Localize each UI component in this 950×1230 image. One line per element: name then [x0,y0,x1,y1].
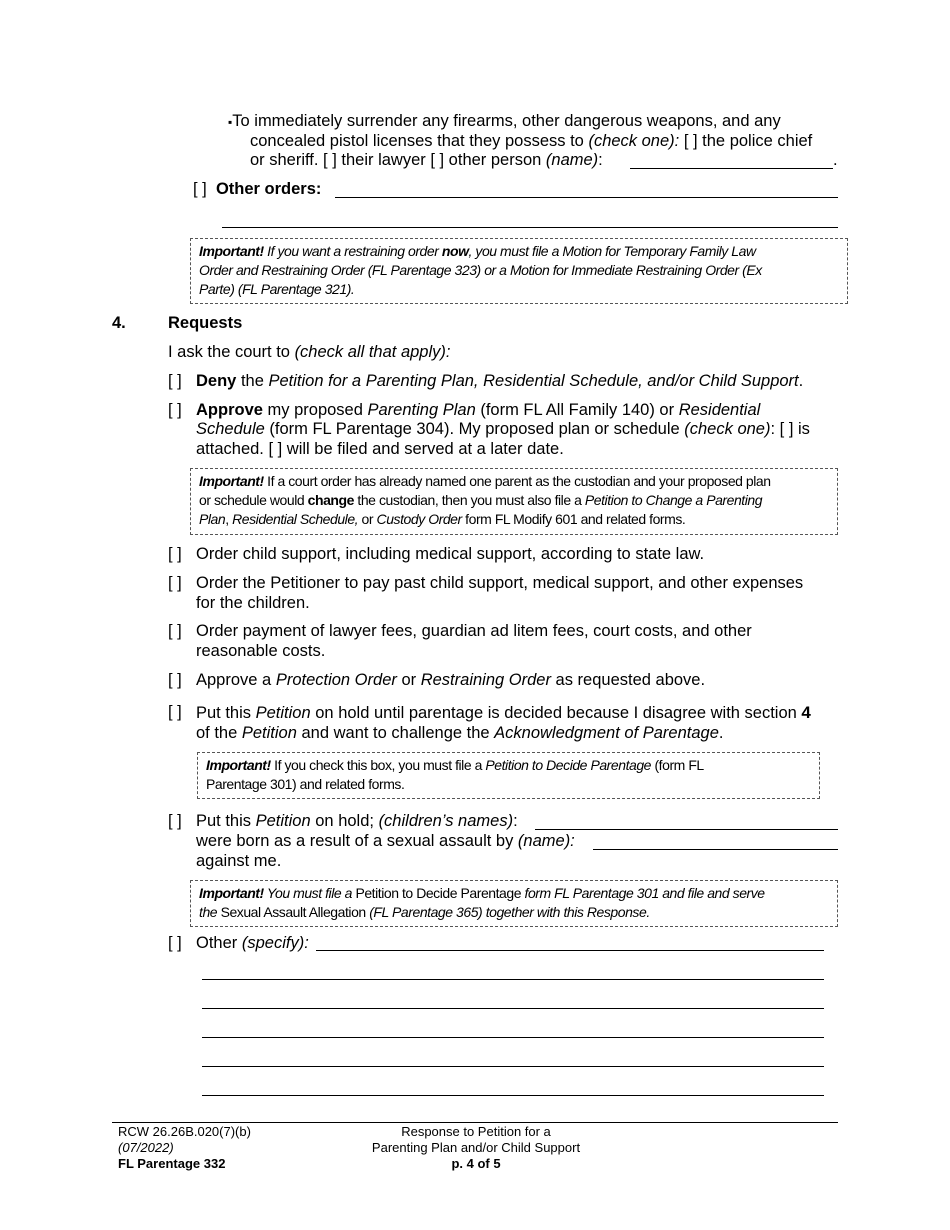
approve-line-2: Schedule (form FL Parentage 304). My proposed plan or schedule (check one): [ ] is [196,420,810,438]
footer-date: (07/2022) [118,1140,174,1155]
important-restraining-box: Important! If you want a restraining order now, you must file a Motion for Temporary Family Law Order and Restraining Order (FL Parentage 323) or a Motion for Immediate Restraining Order (Ex Parte) (FL Parentage 321). [190,238,848,304]
footer-title-1: Response to Petition for a [401,1124,551,1139]
other-line-2[interactable] [202,1008,824,1009]
important-assault-box: Important! You must file a Petition to Decide Parentage form FL Parentage 301 and file and serve the Sexual Assault Allegation (FL Parentage 365) together with this Response. [190,880,838,927]
fees-line-1: Order payment of lawyer fees, guardian ad litem fees, court costs, and other [196,622,752,640]
child-support-checkbox[interactable]: [ ] [168,545,182,563]
other-orders-checkbox[interactable]: [ ] [193,180,207,198]
footer-divider [112,1122,838,1123]
period: . [833,151,838,169]
bullet-icon: ▪ [228,115,233,129]
hold-assault-line-2: were born as a result of a sexual assault by (name): [196,832,575,850]
section-number: 4. [112,314,126,332]
hold-assault-line-1: Put this Petition on hold; (children’s names): [196,812,518,830]
other-line-5[interactable] [202,1095,824,1096]
fees-checkbox[interactable]: [ ] [168,622,182,640]
deny-text: Deny the Petition for a Parenting Plan, Residential Schedule, and/or Child Support. [196,372,804,390]
past-support-line-1: Order the Petitioner to pay past child support, medical support, and other expenses [196,574,804,592]
other-orders-field[interactable] [335,197,838,198]
fees-line-2: reasonable costs. [196,642,326,660]
footer-center [326,1124,626,1172]
deny-checkbox[interactable]: [ ] [168,372,182,390]
other-checkbox[interactable]: [ ] [168,934,182,952]
protection-checkbox[interactable]: [ ] [168,671,182,689]
child-support-text: Order child support, including medical support, according to state law. [196,545,705,563]
section-title: Requests [168,314,243,332]
approve-checkbox[interactable]: [ ] [168,401,182,419]
footer-title-2: Parenting Plan and/or Child Support [371,1140,581,1155]
hold-assault-checkbox[interactable]: [ ] [168,812,182,830]
firearms-line-2: concealed pistol licenses that they possess to (check one): [ ] the police chief [250,132,813,150]
hold-parentage-checkbox[interactable]: [ ] [168,703,182,721]
approve-line-1: Approve my proposed Parenting Plan (form FL All Family 140) or Residential [196,401,761,419]
firearms-bullet-line: ▪To immediately surrender any firearms, other dangerous weapons, and any [228,112,781,130]
other-line-4[interactable] [202,1066,824,1067]
approve-line-3: attached. [ ] will be filed and served at a later date. [196,440,564,458]
important-custodian-box: Important! If a court order has already named one parent as the custodian and your proposed plan or schedule would change the custodian, then you must also file a Petition to Change a Parenting Plan, Residential Schedule, or Custody Order form FL Modify 601 and related forms. [190,468,838,535]
other-text: Other (specify): [196,934,309,952]
other-person-name-field[interactable] [630,168,833,169]
footer-rcw: RCW 26.26B.020(7)(b) [118,1124,251,1139]
other-specify-field[interactable] [316,950,824,951]
protection-text: Approve a Protection Order or Restraining Order as requested above. [196,671,706,689]
other-line-1[interactable] [202,979,824,980]
footer-left [118,1124,251,1172]
children-names-field[interactable] [535,829,838,830]
important-decide-parentage-box: Important! If you check this box, you must file a Petition to Decide Parentage (form FL Parentage 301) and related forms. [197,752,820,799]
other-orders-field-2[interactable] [222,227,838,228]
other-line-3[interactable] [202,1037,824,1038]
requests-intro: I ask the court to (check all that apply): [168,343,451,361]
hold-parentage-line-1: Put this Petition on hold until parentage is decided because I disagree with section 4 [196,703,811,722]
hold-assault-line-3: against me. [196,852,282,870]
other-orders-row: [ ] Other orders: [193,180,322,198]
police-chief-checkbox[interactable]: [ ] the police chief [679,132,813,150]
footer-form: FL Parentage 332 [118,1156,226,1171]
hold-parentage-line-2: of the Petition and want to challenge the Acknowledgment of Parentage. [196,724,724,742]
past-support-line-2: for the children. [196,594,310,612]
assault-name-field[interactable] [593,849,838,850]
past-support-checkbox[interactable]: [ ] [168,574,182,592]
firearms-line-3: or sheriff. [ ] their lawyer [ ] other person (name): [250,151,603,169]
footer-page: p. 4 of 5 [451,1156,501,1171]
plan-attached-checkbox[interactable]: : [ ] is [770,420,810,438]
